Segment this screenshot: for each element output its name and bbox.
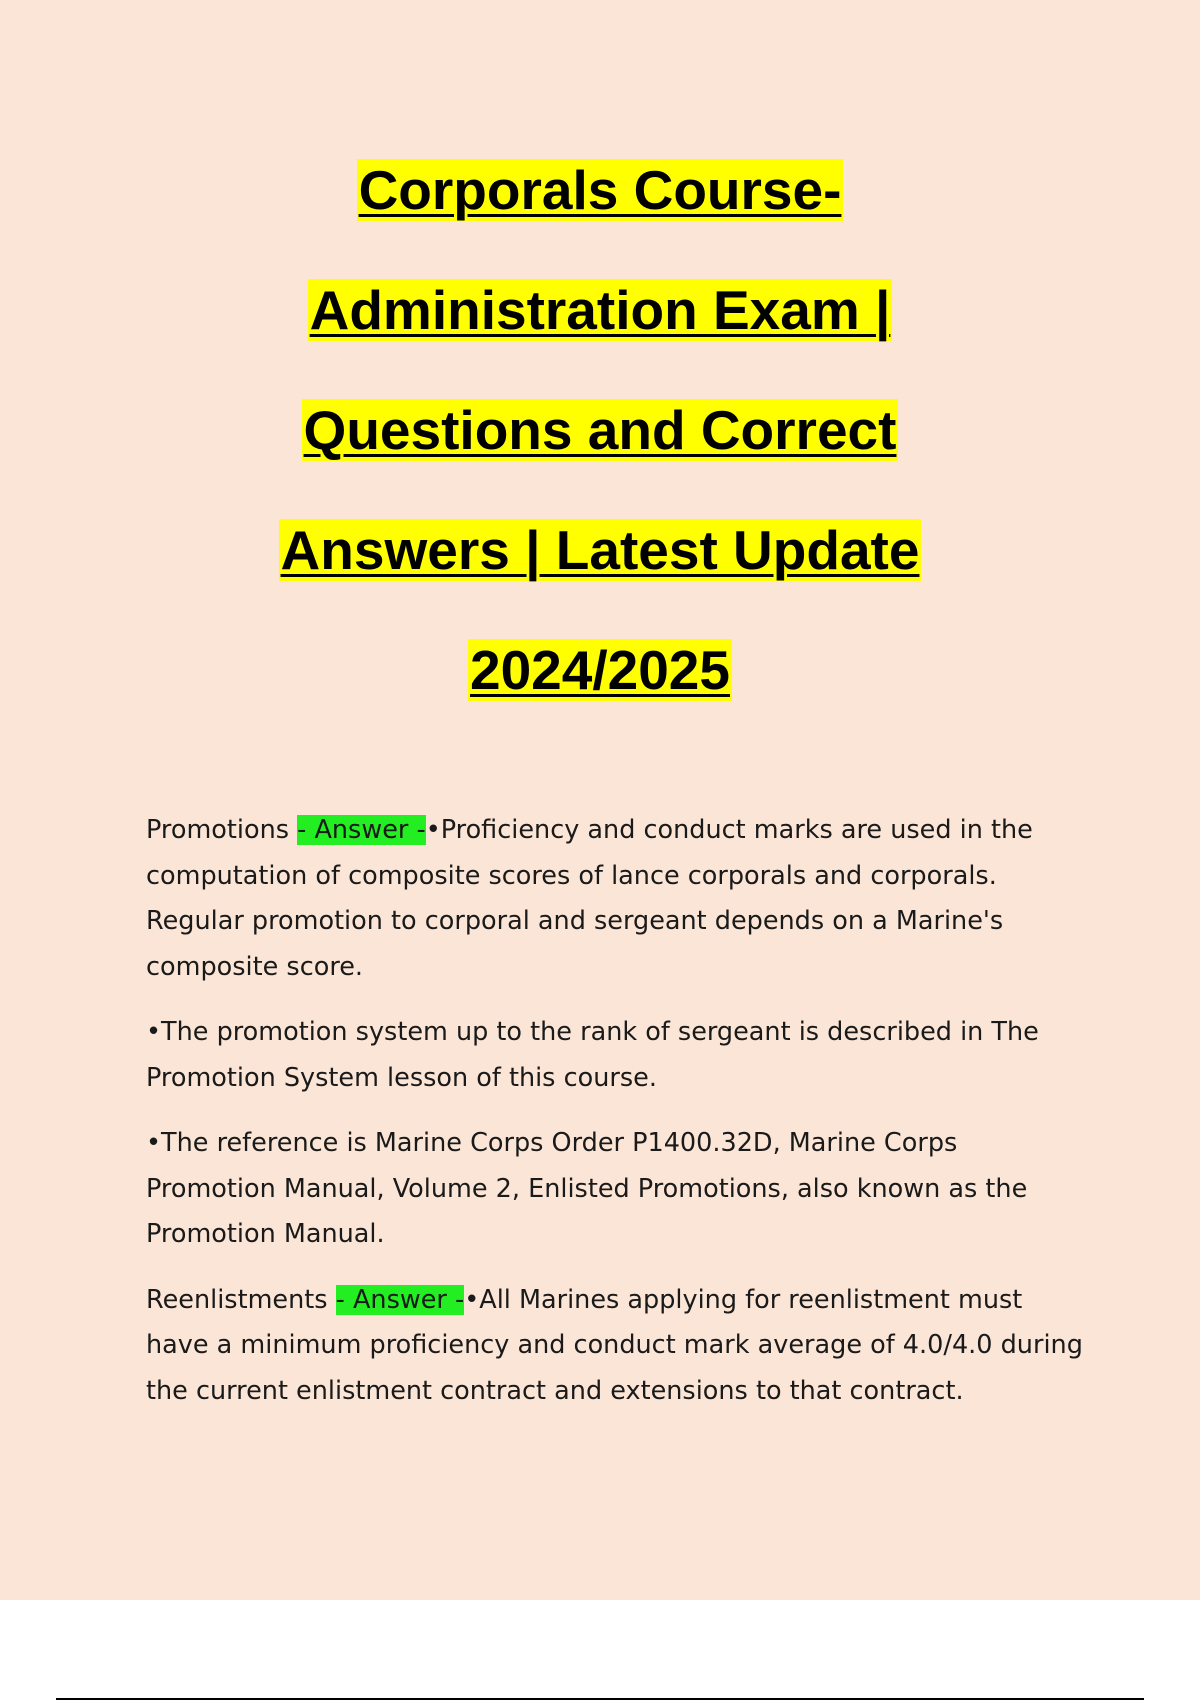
title-line-1-text: Corporals Course-	[358, 159, 842, 221]
title-line-3-text: Questions and Correct	[303, 399, 897, 461]
promotions-paragraph	[146, 808, 1086, 990]
document-title	[0, 130, 1200, 730]
promotions-answer-text: •Proficiency and conduct marks are used in the computation of composite scores of lance corporals and corporals. Regular promotion to corporal and sergeant depends on a Marine's composite score.	[146, 815, 1033, 982]
title-line-5-text: 2024/2025	[470, 639, 730, 701]
title-line-2	[0, 250, 1200, 370]
title-line-5	[0, 610, 1200, 730]
title-line-4	[0, 490, 1200, 610]
reenlistments-answer-text: •All Marines applying for reenlistment must have a minimum proficiency and conduct mark average of 4.0/4.0 during the current enlistment contract and extensions to that contract.	[146, 1284, 1083, 1406]
reference-paragraph: •The reference is Marine Corps Order P1400.32D, Marine Corps Promotion Manual, Volume 2, Enlisted Promotions, also known as the Promotion Manual.	[146, 1128, 1028, 1249]
title-line-4-text: Answers | Latest Update	[280, 519, 920, 581]
title-line-1	[0, 130, 1200, 250]
reenlistments-paragraph	[146, 1278, 1086, 1415]
document-body	[146, 808, 1086, 1434]
reenlistments-term: Reenlistments	[146, 1284, 336, 1315]
promotion-system-paragraph: •The promotion system up to the rank of sergeant is described in The Promotion System lesson of this course.	[146, 1017, 1039, 1093]
title-line-2-text: Administration Exam |	[309, 279, 891, 341]
title-line-3	[0, 370, 1200, 490]
promotions-answer-tag: - Answer -	[297, 815, 426, 845]
reenlistments-answer-tag: - Answer -	[335, 1284, 465, 1315]
promotions-term: Promotions	[146, 815, 298, 845]
